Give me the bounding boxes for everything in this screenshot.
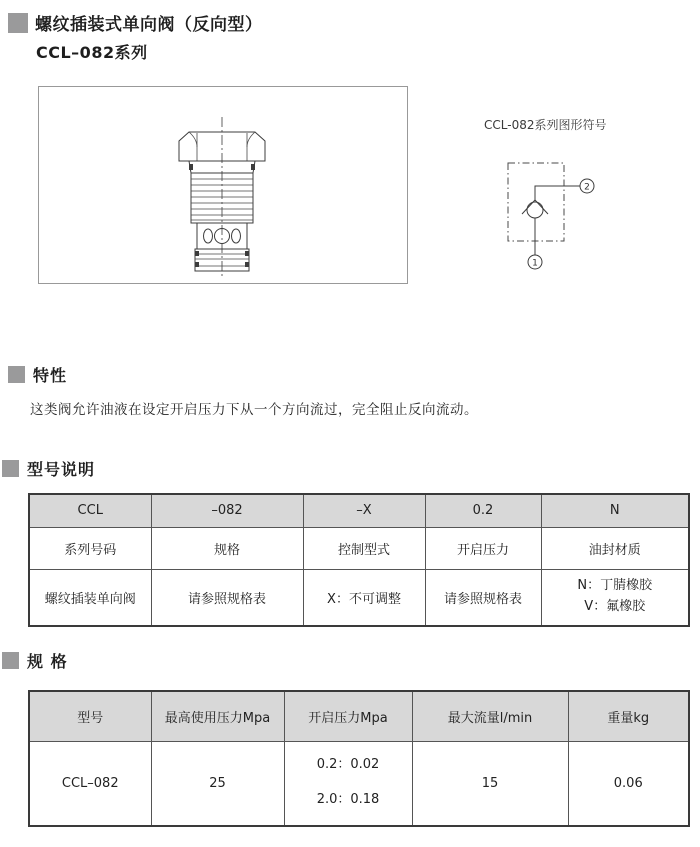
page-header <box>8 10 263 35</box>
valve-drawing <box>39 87 407 283</box>
model-heading: 型号说明 <box>27 460 96 479</box>
spec-header-cell: 最大流量l/min <box>412 691 568 741</box>
port2-line <box>535 186 580 200</box>
seal-option: N：丁腈橡胶 <box>577 578 653 594</box>
model-value-cell: 螺纹插装单向阀 <box>29 569 151 626</box>
spec-header-cell: 开启压力Mpa <box>284 691 412 741</box>
spec-model-cell: CCL–082 <box>29 741 151 826</box>
model-label-cell: 控制型式 <box>303 527 425 569</box>
side-hole-right <box>232 229 241 243</box>
spec-table <box>28 690 690 827</box>
features-heading: 特性 <box>33 366 68 385</box>
section-marker-icon <box>8 366 25 383</box>
model-code-cell: N <box>541 494 689 527</box>
spec-max-pressure-cell: 25 <box>151 741 284 826</box>
model-code-cell: –X <box>303 494 425 527</box>
model-value-cell: 请参照规格表 <box>151 569 303 626</box>
model-value-cell: X：不可调整 <box>303 569 425 626</box>
model-heading-row <box>2 457 95 480</box>
hydraulic-symbol <box>492 150 622 285</box>
features-heading-row <box>8 363 67 386</box>
section-marker-icon <box>8 13 28 33</box>
spec-heading: 规 格 <box>27 652 68 671</box>
model-code-cell: CCL <box>29 494 151 527</box>
series-title: CCL–082系列 <box>36 43 148 62</box>
section-marker-icon <box>2 460 19 477</box>
opening-pressure-line: 0.2：0.02 <box>316 757 380 773</box>
symbol-label: CCL-082系列图形符号 <box>484 118 607 132</box>
seal-option: V：氟橡胶 <box>584 599 646 615</box>
model-label-cell: 油封材质 <box>541 527 689 569</box>
model-code-cell: 0.2 <box>425 494 541 527</box>
side-hole-left <box>204 229 213 243</box>
model-label-cell: 开启压力 <box>425 527 541 569</box>
model-label-cell: 系列号码 <box>29 527 151 569</box>
spec-opening-pressure-cell <box>284 741 412 826</box>
spec-header-cell: 最高使用压力Mpa <box>151 691 284 741</box>
spec-weight-cell: 0.06 <box>568 741 689 826</box>
port-2-label: 2 <box>584 182 590 193</box>
valve-drawing-frame <box>38 86 408 284</box>
check-ball <box>527 202 543 218</box>
spec-heading-row <box>2 649 68 672</box>
opening-pressure-line: 2.0：0.18 <box>316 792 380 808</box>
page-title: 螺纹插装式单向阀（反向型） <box>35 15 263 35</box>
spec-header-cell: 重量kg <box>568 691 689 741</box>
feature-description: 这类阀允许油液在设定开启压力下从一个方向流过，完全阻止反向流动。 <box>30 402 478 418</box>
section-marker-icon <box>2 652 19 669</box>
model-value-cell: 请参照规格表 <box>425 569 541 626</box>
seal-material-cell <box>541 569 689 626</box>
port-1-label: 1 <box>532 258 538 269</box>
spec-max-flow-cell: 15 <box>412 741 568 826</box>
spec-header-cell: 型号 <box>29 691 151 741</box>
model-label-cell: 规格 <box>151 527 303 569</box>
model-code-table <box>28 493 690 627</box>
model-code-cell: –082 <box>151 494 303 527</box>
